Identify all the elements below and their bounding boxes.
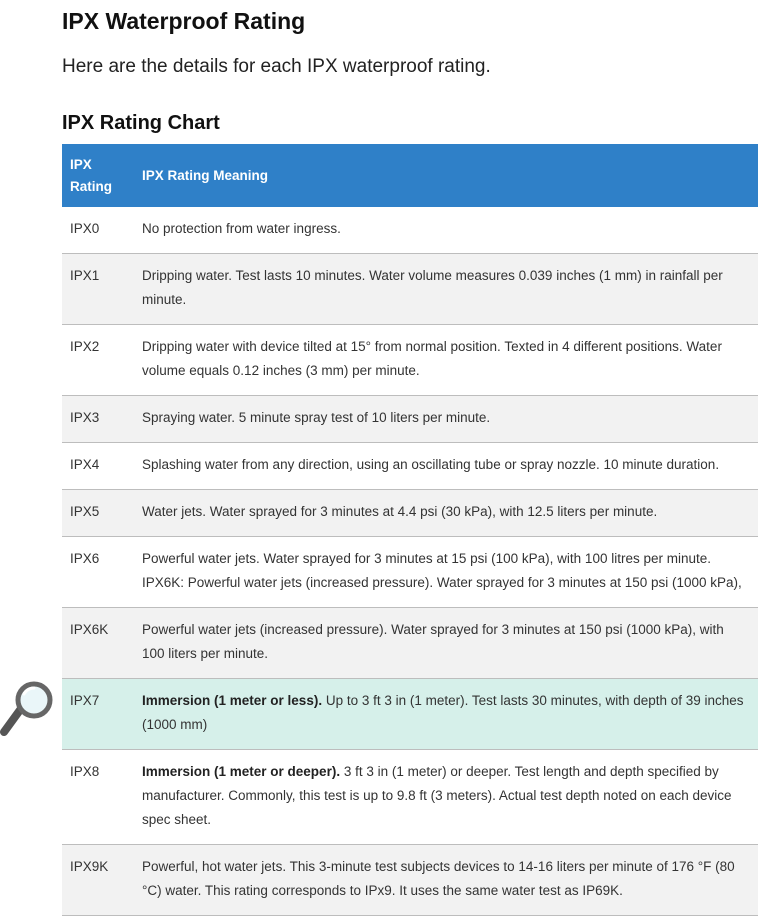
table-row — [62, 396, 758, 443]
page-content — [62, 0, 758, 916]
magnifier-icon — [0, 678, 60, 738]
meaning-text: Powerful water jets. Water sprayed for 3 minutes at 15 psi (100 kPa), with 100 litres per minute. IPX6K: Powerful water jets (increased pressure). Water sprayed for 3 minutes at 150 psi (1000 kPa), — [142, 551, 742, 590]
rating-meaning — [134, 254, 758, 325]
table-row — [62, 443, 758, 490]
table-row — [62, 608, 758, 679]
rating-meaning — [134, 207, 758, 254]
rating-meaning — [134, 490, 758, 537]
header-meaning: IPX Rating Meaning — [134, 144, 758, 207]
ipx-rating-table — [62, 144, 758, 916]
meaning-text: Dripping water with device tilted at 15° from normal position. Texted in 4 different positions. Water volume equals 0.12 inches (3 mm) per minute. — [142, 339, 722, 378]
meaning-text: Dripping water. Test lasts 10 minutes. Water volume measures 0.039 inches (1 mm) in rainfall per minute. — [142, 268, 723, 307]
table-row-highlighted — [62, 679, 758, 750]
meaning-text: Powerful, hot water jets. This 3-minute test subjects devices to 14-16 liters per minute of 176 °F (80 °C) water. This rating corresponds to IPx9. It uses the same water test as IP69K. — [142, 859, 735, 898]
meaning-text: Water jets. Water sprayed for 3 minutes at 4.4 psi (30 kPa), with 12.5 liters per minute. — [142, 504, 658, 519]
rating-code: IPX9K — [62, 845, 134, 916]
rating-code: IPX8 — [62, 750, 134, 845]
rating-meaning — [134, 845, 758, 916]
table-row — [62, 207, 758, 254]
table-row — [62, 325, 758, 396]
rating-code: IPX7 — [62, 679, 134, 750]
rating-meaning — [134, 396, 758, 443]
rating-code: IPX6K — [62, 608, 134, 679]
table-row — [62, 254, 758, 325]
meaning-bold: Immersion (1 meter or deeper). — [142, 764, 341, 779]
rating-meaning — [134, 679, 758, 750]
rating-code: IPX2 — [62, 325, 134, 396]
rating-meaning — [134, 608, 758, 679]
rating-meaning — [134, 325, 758, 396]
table-row — [62, 490, 758, 537]
meaning-bold: Immersion (1 meter or less). — [142, 693, 323, 708]
table-header-row — [62, 144, 758, 207]
rating-code: IPX0 — [62, 207, 134, 254]
section-title: IPX Rating Chart — [62, 112, 220, 134]
table-row — [62, 845, 758, 916]
rating-meaning — [134, 443, 758, 490]
meaning-text: Up to 3 ft 3 in (1 meter). Test lasts 30 minutes, with depth of 39 inches (1000 mm) — [142, 693, 744, 732]
rating-code: IPX5 — [62, 490, 134, 537]
rating-code: IPX1 — [62, 254, 134, 325]
meaning-text: Spraying water. 5 minute spray test of 10 liters per minute. — [142, 410, 491, 425]
rating-code: IPX6 — [62, 537, 134, 608]
intro-text: Here are the details for each IPX waterproof rating. — [62, 56, 491, 77]
rating-meaning — [134, 750, 758, 845]
meaning-text: Powerful water jets (increased pressure). Water sprayed for 3 minutes at 150 psi (1000 kPa), with 100 liters per minute. — [142, 622, 724, 661]
meaning-text: No protection from water ingress. — [142, 221, 341, 236]
header-rating: IPX Rating — [62, 144, 134, 207]
page-title: IPX Waterproof Rating — [62, 8, 306, 34]
table-row — [62, 537, 758, 608]
table-row — [62, 750, 758, 845]
meaning-text: Splashing water from any direction, using an oscillating tube or spray nozzle. 10 minute duration. — [142, 457, 720, 472]
rating-meaning — [134, 537, 758, 608]
rating-code: IPX4 — [62, 443, 134, 490]
meaning-text: 3 ft 3 in (1 meter) or deeper. Test length and depth specified by manufacturer. Commonly, this test is up to 9.8 ft (3 meters). Actual test depth noted on each device spec sheet. — [142, 764, 732, 827]
rating-code: IPX3 — [62, 396, 134, 443]
